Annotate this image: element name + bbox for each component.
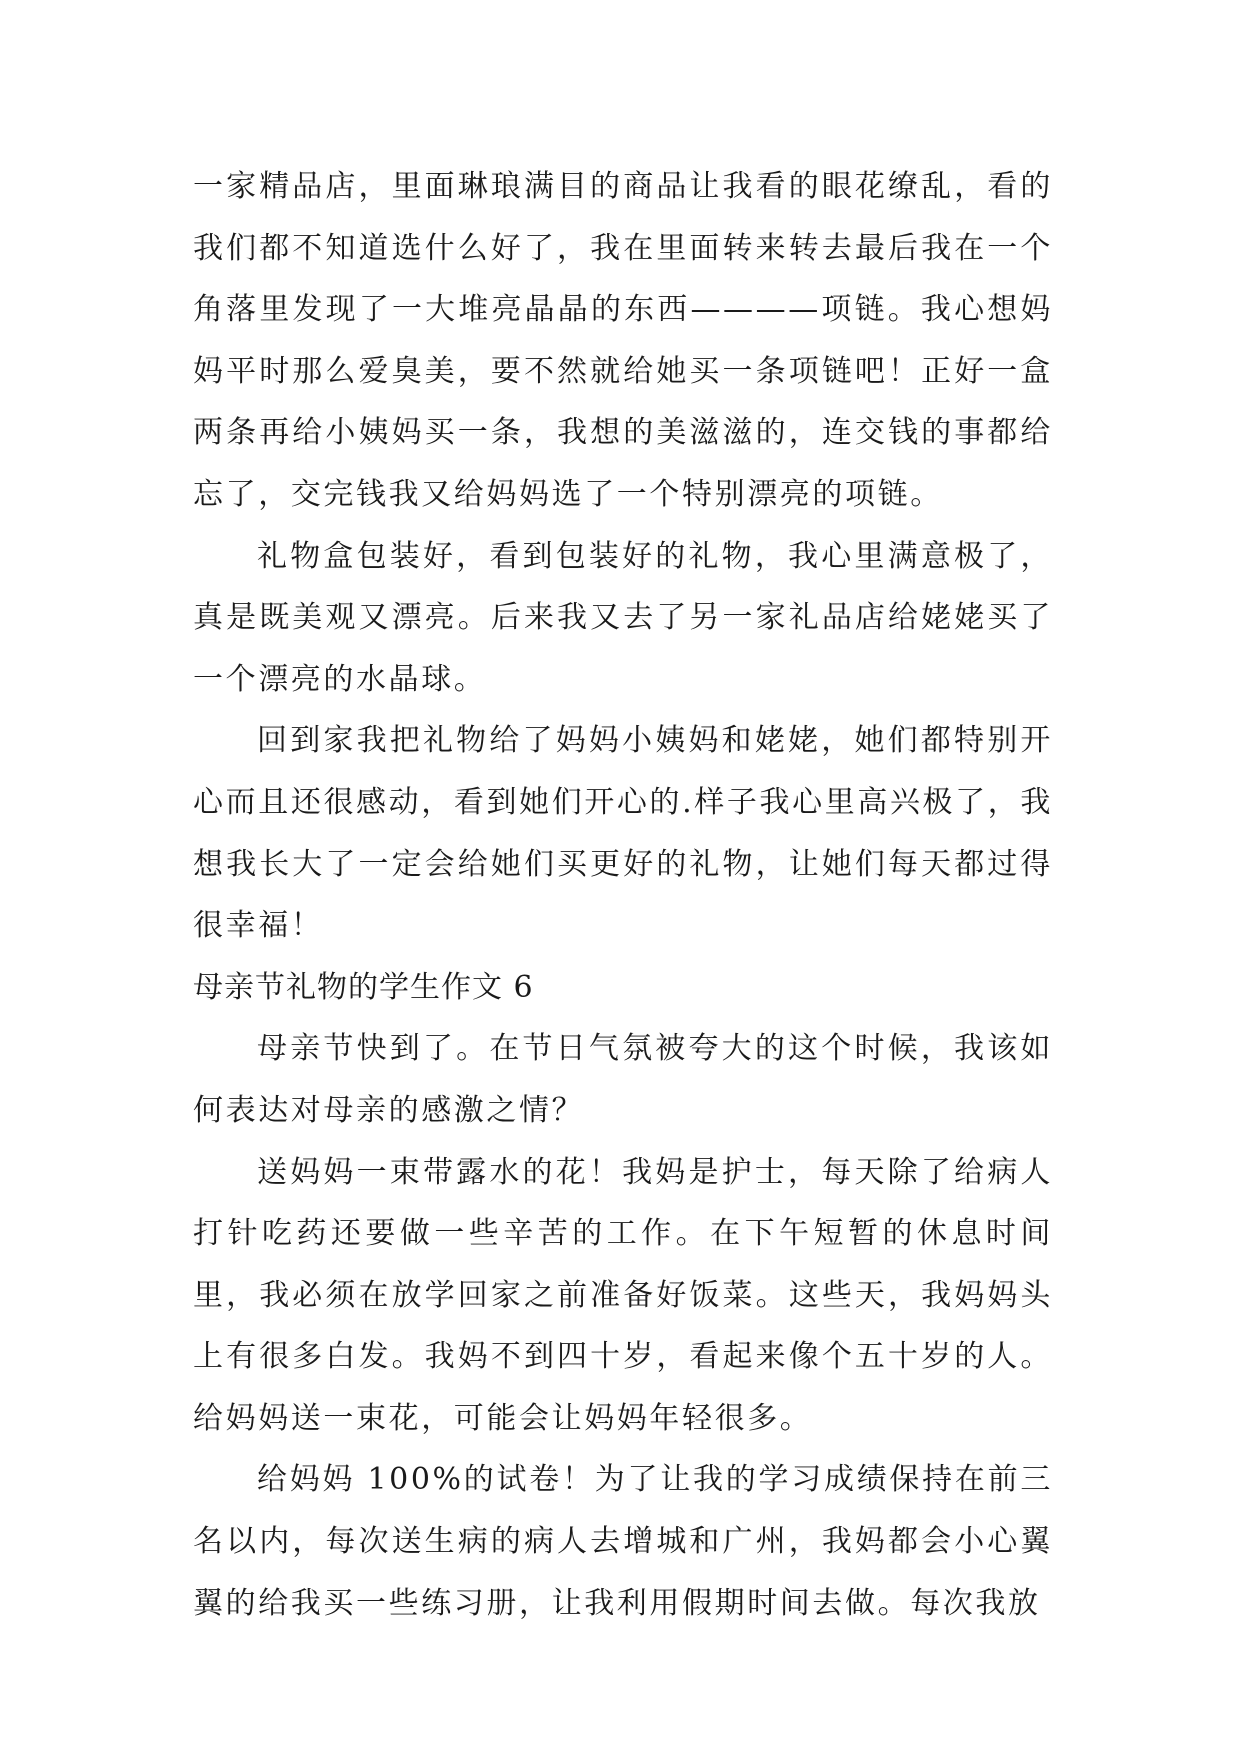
section-title: 母亲节礼物的学生作文 6: [193, 969, 534, 1005]
document-body: [193, 156, 1053, 1634]
paragraph-return-home: 回到家我把礼物给了妈妈小姨妈和姥姥，她们都特别开心而且还很感动，看到她们开心的.样子我心里高兴极了，我想我长大了一定会给她们买更好的礼物，让她们每天都过得很幸福！: [193, 723, 1053, 944]
paragraph-gift-box: 礼物盒包装好，看到包装好的礼物，我心里满意极了，真是既美观又漂亮。后来我又去了另一家礼品店给姥姥买了一个漂亮的水晶球。: [193, 538, 1053, 697]
paragraph-flowers: 送妈妈一束带露水的花！我妈是护士，每天除了给病人打针吃药还要做一些辛苦的工作。在下午短暂的休息时间里，我必须在放学回家之前准备好饭菜。这些天，我妈妈头上有很多白发。我妈不到四十岁，看起来像个五十岁的人。给妈妈送一束花，可能会让妈妈年轻很多。: [193, 1154, 1053, 1436]
paragraph-mothers-day-intro: 母亲节快到了。在节日气氛被夸大的这个时候，我该如何表达对母亲的感激之情？: [193, 1031, 1053, 1128]
paragraph-continuation: 一家精品店，里面琳琅满目的商品让我看的眼花缭乱，看的我们都不知道选什么好了，我在里面转来转去最后我在一个角落里发现了一大堆亮晶晶的东西————项链。我心想妈妈平时那么爱臭美，要不然就给她买一条项链吧！正好一盒两条再给小姨妈买一条，我想的美滋滋的，连交钱的事都给忘了，交完钱我又给妈妈选了一个特别漂亮的项链。: [193, 169, 1053, 512]
paragraph-test-paper: 给妈妈 100%的试卷！为了让我的学习成绩保持在前三名以内，每次送生病的病人去增城和广州，我妈都会小心翼翼的给我买一些练习册，让我利用假期时间去做。每次我放: [193, 1462, 1053, 1621]
